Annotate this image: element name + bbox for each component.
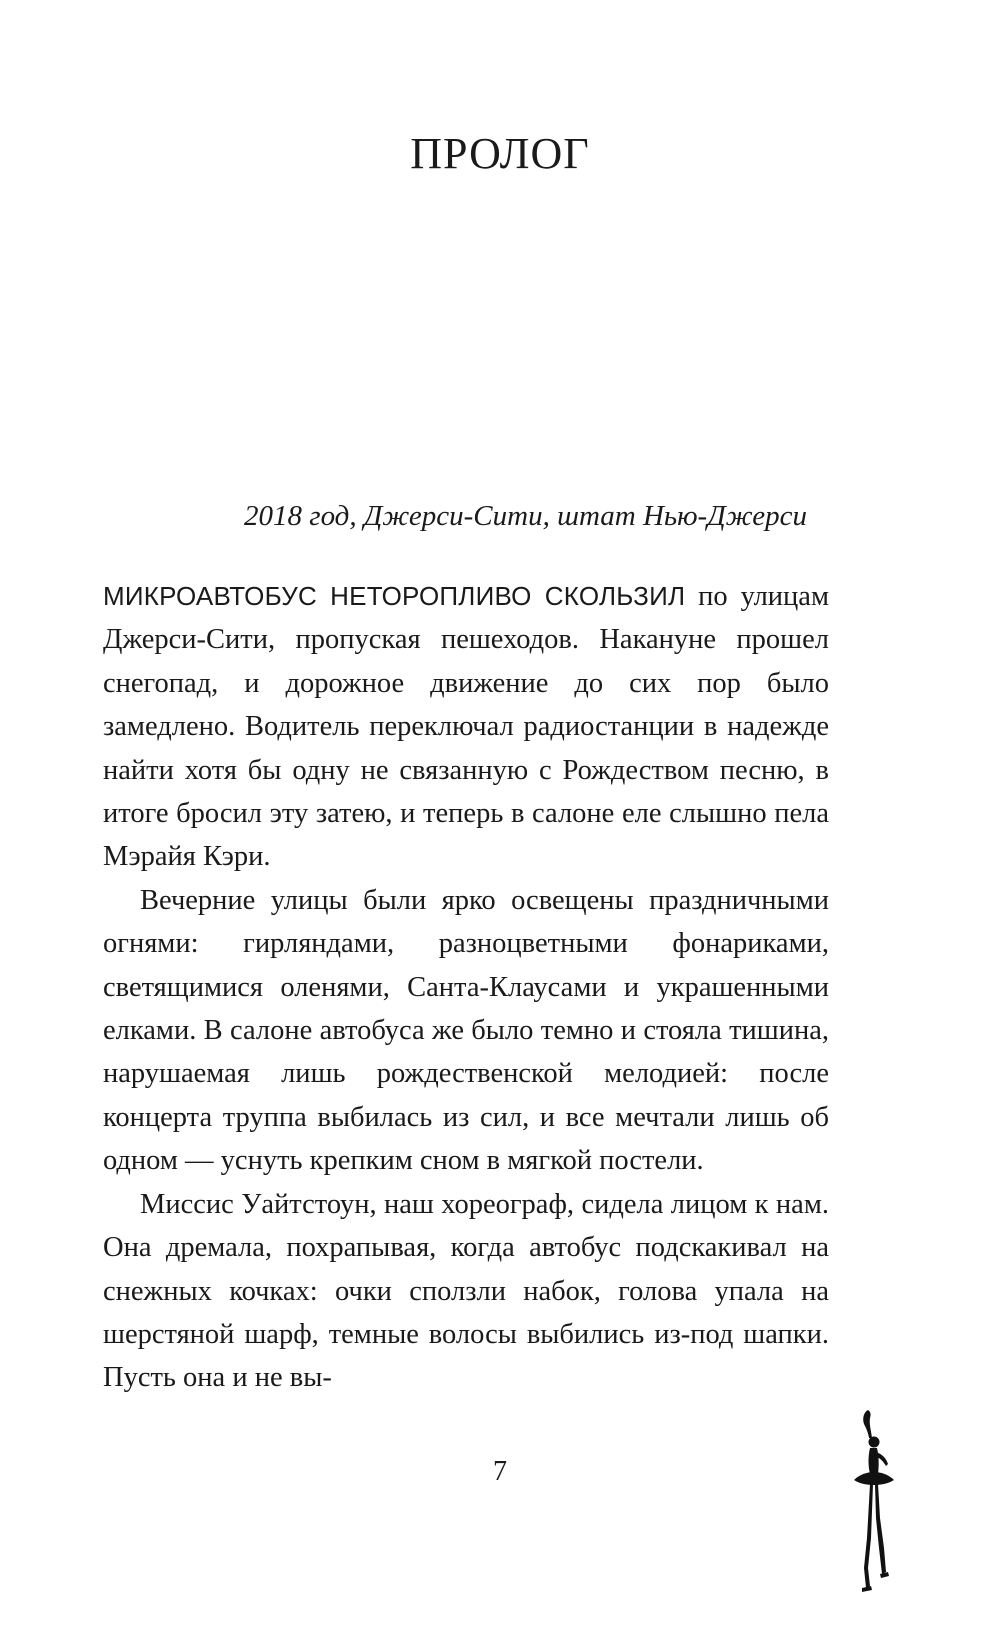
- ballerina-icon: [840, 1408, 900, 1598]
- paragraph-3: Миссис Уайтстоун, наш хореограф, сидела лицом к нам. Она дремала, похрапывая, когда автобус подскакивал на снежных кочках: очки сползли набок, голова упала на шерстяной шарф, темные волосы выбились из-под шапки. Пусть она и не вы-: [103, 1188, 829, 1394]
- body-text: [103, 575, 829, 1400]
- page-number: 7: [493, 1456, 507, 1487]
- paragraph-lead-in: МИКРОАВТОБУС НЕТОРОПЛИВО СКОЛЬЗИЛ: [103, 581, 686, 611]
- paragraph-1-rest: по улицам Джерси-Сити, пропуская пешеходов. Накануне прошел снегопад, и дорожное движение до сих пор было замедлено. Водитель переключал радиостанции в надежде найти хотя бы одну не связанную с Рождеством песню, в итоге бросил эту затею, и теперь в салоне еле слышно пела Мэрайя Кэри.: [103, 581, 829, 873]
- chapter-title: ПРОЛОГ: [410, 129, 590, 178]
- paragraph-1: [103, 575, 829, 879]
- paragraph-2: Вечерние улицы были ярко освещены праздничными огнями: гирляндами, разноцветными фонариками, светящимися оленями, Санта-Клаусами и украшенными елками. В салоне автобуса же было темно и стояла тишина, нарушаемая лишь рождественской мелодией: после концерта труппа выбилась из сил, и все мечтали лишь об одном — уснуть крепким сном в мягкой постели.: [103, 884, 829, 1177]
- setting-line: 2018 год, Джерси-Сити, штат Нью-Джерси: [244, 500, 807, 532]
